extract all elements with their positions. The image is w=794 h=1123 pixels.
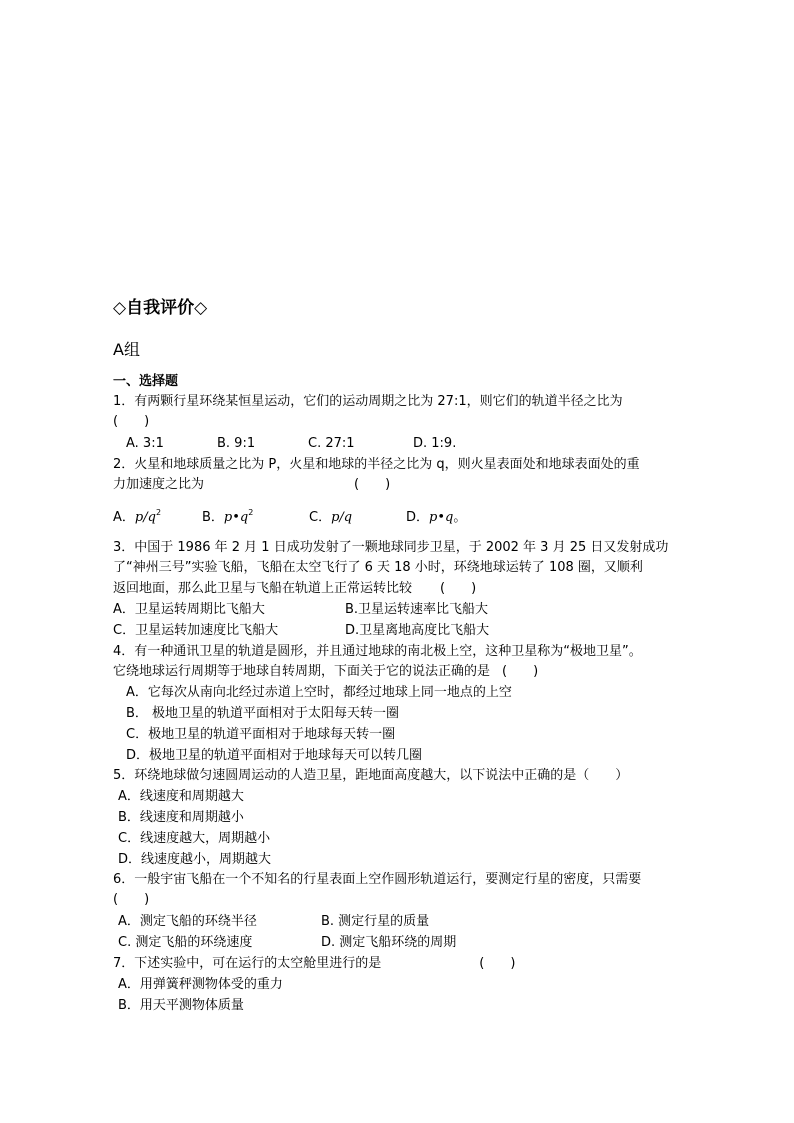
- q6-option-b: B. 测定行星的质量: [321, 914, 430, 929]
- q1-option-c: C. 27:1: [308, 436, 355, 451]
- q5-option-c: C．线速度越大，周期越小: [118, 831, 271, 846]
- q6-options-row1: [118, 913, 429, 931]
- q4-stem-line2: 它绕地球运行周期等于地球自转周期，下面关于它的说法正确的是 ( ): [113, 664, 539, 679]
- q7-option-a: A．用弹簧秤测物体受的重力: [118, 977, 283, 992]
- q7-option-b: B．用天平测物体质量: [118, 998, 244, 1013]
- q2-option-a: A．$p/q^2$: [113, 508, 162, 525]
- q5-option-b: B．线速度和周期越小: [118, 810, 244, 825]
- q4-option-d: D．极地卫星的轨道平面相对于地球每天可以转几圈: [126, 748, 423, 763]
- q1-option-a: A. 3:1: [126, 436, 164, 451]
- q1-option-d: D. 1:9.: [413, 436, 457, 451]
- q5-option-a: A．线速度和周期越大: [118, 789, 244, 804]
- q5-option-d: D．线速度越小，周期越大: [118, 852, 272, 867]
- q3-option-a: A．卫星运转周期比飞船大: [113, 602, 265, 617]
- page-title: ◇自我评价◇: [113, 298, 208, 318]
- q2-option-d: D．p•q。: [406, 510, 467, 525]
- q3-option-d: D.卫星离地高度比飞船大: [345, 623, 490, 638]
- q6-options-row2: [118, 934, 456, 952]
- q4-option-a: A．它每次从南向北经过赤道上空时，都经过地球上同一地点的上空: [126, 685, 512, 700]
- q1-options: [126, 435, 456, 453]
- q4-answer-paren: ( ): [502, 664, 539, 679]
- q3-options-row1: [113, 601, 488, 619]
- q6-stem: 6．一般宇宙飞船在一个不知名的行星表面上空作圆形轨道运行，要测定行星的密度，只需要: [113, 872, 642, 887]
- q3-option-b: B.卫星运转速率比飞船大: [345, 602, 489, 617]
- q3-options-row2: [113, 622, 489, 640]
- section-heading: 一、选择题: [113, 374, 179, 389]
- q4-option-c: C．极地卫星的轨道平面相对于地球每天转一圈: [126, 727, 396, 742]
- group-label: A组: [113, 340, 140, 359]
- q1-stem: 1．有两颗行星环绕某恒星运动，它们的运动周期之比为 27:1，则它们的轨道半径之比为: [113, 394, 623, 409]
- q3-option-c: C．卫星运转加速度比飞船大: [113, 623, 279, 638]
- q7-answer-paren: ( ): [479, 956, 516, 971]
- q6-option-a: A．测定飞船的环绕半径: [118, 914, 257, 929]
- q5-stem: 5．环绕地球做匀速圆周运动的人造卫星，距地面高度越大，以下说法中正确的是（ ）: [113, 768, 629, 783]
- q3-answer-paren: ( ): [440, 581, 477, 596]
- q1-option-b: B. 9:1: [217, 436, 256, 451]
- q3-stem-line1: 3．中国于 1986 年 2 月 1 日成功发射了一颗地球同步卫星，于 2002 年 3 月 25 日又发射成功: [113, 540, 669, 555]
- q2-stem-line2: [113, 476, 390, 494]
- q2-option-b: B．$p•q^2$: [202, 508, 254, 525]
- q1-answer-paren: ( ): [113, 414, 150, 429]
- q4-option-b: B． 极地卫星的轨道平面相对于太阳每天转一圈: [126, 706, 400, 721]
- q3-stem-line2: 了“神州三号”实验飞船，飞船在太空飞行了 6 天 18 小时，环绕地球运转了 108 圈，又顺利: [113, 560, 643, 575]
- q2-options: [113, 508, 466, 528]
- q2-stem: 2．火星和地球质量之比为 P，火星和地球的半径之比为 q，则火星表面处和地球表面处的重: [113, 457, 640, 472]
- q2-option-c: C．p/q: [309, 510, 353, 525]
- q2-stem-text: 力加速度之比为: [113, 477, 205, 492]
- q6-option-d: D. 测定飞船环绕的周期: [321, 935, 457, 950]
- q3-stem-line3: 返回地面，那么此卫星与飞船在轨道上正常运转比较 ( ): [113, 581, 477, 596]
- q6-answer-paren: ( ): [113, 892, 150, 907]
- q7-stem: 7．下述实验中，可在运行的太空舱里进行的是 ( ): [113, 956, 516, 971]
- q4-stem-line1: 4．有一种通讯卫星的轨道是圆形，并且通过地球的南北极上空，这种卫星称为“极地卫星”。: [113, 644, 642, 659]
- q2-answer-paren: ( ): [354, 477, 391, 492]
- q6-option-c: C. 测定飞船的环绕速度: [118, 935, 253, 950]
